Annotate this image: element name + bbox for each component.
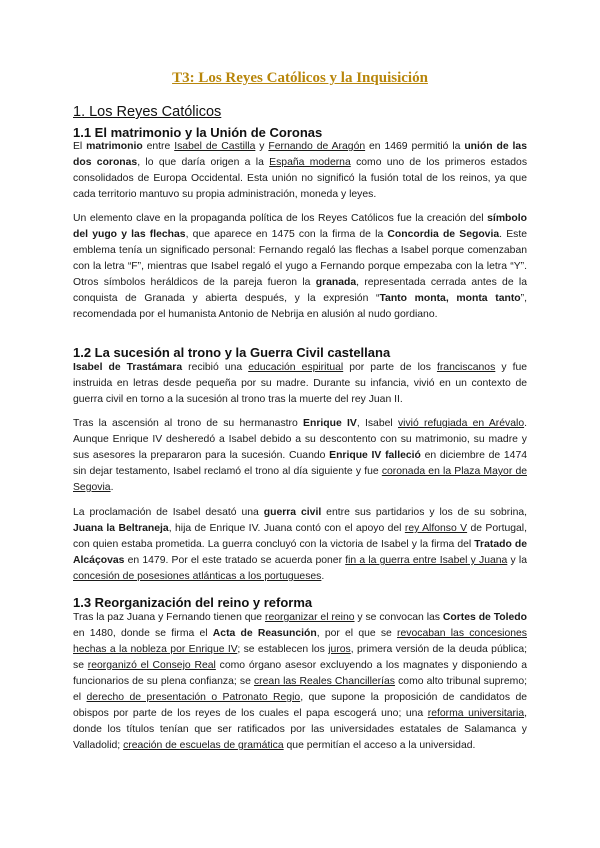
text-run: y la [507,555,528,566]
underlined-term: Fernando de Aragón [268,141,366,152]
text-run: ”, recomendada por el humanista Antonio de Nebrija en alusión al nudo gordiano. [73,293,527,320]
bold-term: granada [315,277,357,288]
paragraph-6 [73,610,527,754]
paragraph-5 [73,505,527,585]
bold-term: matrimonio [86,141,143,152]
text-run: en 1469 permitió la [365,141,465,152]
bold-term: Isabel de Trastámara [73,362,183,373]
text-run: , representada cerrada antes de la conquista de Granada y abierta después, y la expresión “ [73,277,527,304]
text-run: , primera versión de la deuda pública; se [73,644,527,671]
bold-term: símbolo del yugo y las flechas [73,213,527,240]
bold-term: Cortes de Toledo [442,612,528,623]
text-run: por parte de los [343,362,437,373]
text-run: como órgano asesor excluyendo a los magnates y disponiendo a funcionarios de su plena confianza; se [73,660,527,687]
subsection-heading-1-1: 1.1 El matrimonio y la Unión de Coronas [73,125,323,140]
bold-term: guerra civil [263,507,322,518]
text-run: como uno de los primeros estados consolidados de Europa Occidental. Esta unión no significó la fusión total de los reinos, ya que cada territorio mantuvo su propia administración, moneda y leyes. [73,157,528,200]
text-run: . Este emblema tenía un significado personal: Fernando regaló las flechas a Isabel porque comenzaban con la letra “F”, mientras que Isabel regaló el yugo a Fernando porque empezaba con la letra “Y”. Otros símbolos heráldicos de la pareja fueron la [73,229,527,288]
text-run: , Isabel [356,418,398,429]
bold-term: Acta de Reasunción [212,628,317,639]
underlined-term: crean las Reales Chancillerías [253,676,395,687]
underlined-term: España moderna [269,157,351,168]
text-run: que permitían el acceso a la universidad. [283,740,476,751]
underlined-term: revocaban las concesiones hechas a la nobleza por Enrique IV [73,628,527,655]
bold-term: Juana la Beltraneja [73,523,169,534]
text-run: como alto tribunal supremo; el [73,676,527,703]
text-run: , que supone la proposición de candidatos de obispos por parte de los reyes de los cuales el papa escogerá uno; una [73,692,528,719]
bold-term: Tanto monta, monta tanto [379,293,521,304]
paragraph-1 [73,139,527,203]
bold-term: Tratado de Alcáçovas [73,539,527,566]
text-run: . [110,482,114,493]
text-run: en diciembre de 1474 sin dejar testamento, Isabel reclamó el trono al día siguiente y fue [73,450,527,477]
paragraph-2 [73,211,527,323]
underlined-term: Isabel de Castilla [174,141,256,152]
bold-term: Enrique IV falleció [329,450,421,461]
paragraph-4 [73,416,527,496]
text-run: , lo que daría origen a la [137,157,270,168]
bold-term: Enrique IV [303,418,357,429]
paragraph-3 [73,360,527,408]
subsection-heading-1-2: 1.2 La sucesión al trono y la Guerra Civil castellana [73,345,391,360]
text-run: y se convocan las [354,612,443,623]
text-run: , hija de Enrique IV. Juana contó con el apoyo del [168,523,405,534]
text-run: Tras la paz Juana y Fernando tienen que [73,612,265,623]
underlined-term: educación espiritual [248,362,344,373]
underlined-term: fin a la guerra entre Isabel y Juana [345,555,508,566]
underlined-term: reforma universitaria [427,708,525,719]
text-run: El [73,141,87,152]
text-run: , por el que se [316,628,398,639]
text-run: en 1480, donde se firma el [73,628,213,639]
underlined-term: reorganizó el Consejo Real [87,660,216,671]
underlined-term: concesión de posesiones atlánticas a los portugueses [73,571,322,582]
text-run: ; se establecen los [237,644,329,655]
text-run: . [321,571,325,582]
text-run: entre [142,141,175,152]
underlined-term: coronada en la Plaza Mayor de Segovia [73,466,527,493]
text-run: Tras la ascensión al trono de su hermanastro [73,418,304,429]
underlined-term: rey Alfonso V [404,523,468,534]
text-run: , donde los títulos tenían que ser ratificados por las universidades estatales de Salamanca y Valladolid; [73,708,527,751]
text-run: de Portugal, con quien estaba prometida. La guerra concluyó con la victoria de Isabel y la firma del [73,523,528,550]
section-heading-1: 1. Los Reyes Católicos [73,104,222,120]
bold-term: unión de las dos coronas [73,141,527,168]
underlined-term: vivió refugiada en Arévalo [397,418,525,429]
subsection-heading-1-3: 1.3 Reorganización del reino y reforma [73,595,313,610]
document-title: T3: Los Reyes Católicos y la Inquisición [172,70,428,86]
text-run: y fue instruida en letras desde pequeña por su madre. Durante su infancia, vivió en un contexto de guerra civil en torno a la sucesión al trono tras la muerte del rey Juan II. [73,362,528,405]
underlined-term: franciscanos [436,362,496,373]
text-run: recibió una [182,362,249,373]
text-run: Un elemento clave en la propaganda política de los Reyes Católicos fue la creación del [73,213,488,224]
underlined-term: juros [328,644,351,655]
bold-term: Concordia de Segovia [387,229,500,240]
underlined-term: creación de escuelas de gramática [123,740,284,751]
text-run: . Aunque Enrique IV desheredó a Isabel debido a su descontento con su matrimonio, su madre y sus asesores la prepararon para la sucesión. Cuando [73,418,527,461]
text-run: entre sus partidarios y los de su sobrina, [321,507,528,518]
text-run: , que aparece en 1475 con la firma de la [185,229,388,240]
underlined-term: reorganizar el reino [264,612,355,623]
text-run: y [255,141,269,152]
text-run: La proclamación de Isabel desató una [73,507,264,518]
text-run: en 1479. Por el este tratado se acuerda poner [124,555,346,566]
underlined-term: derecho de presentación o Patronato Regio [86,692,301,703]
